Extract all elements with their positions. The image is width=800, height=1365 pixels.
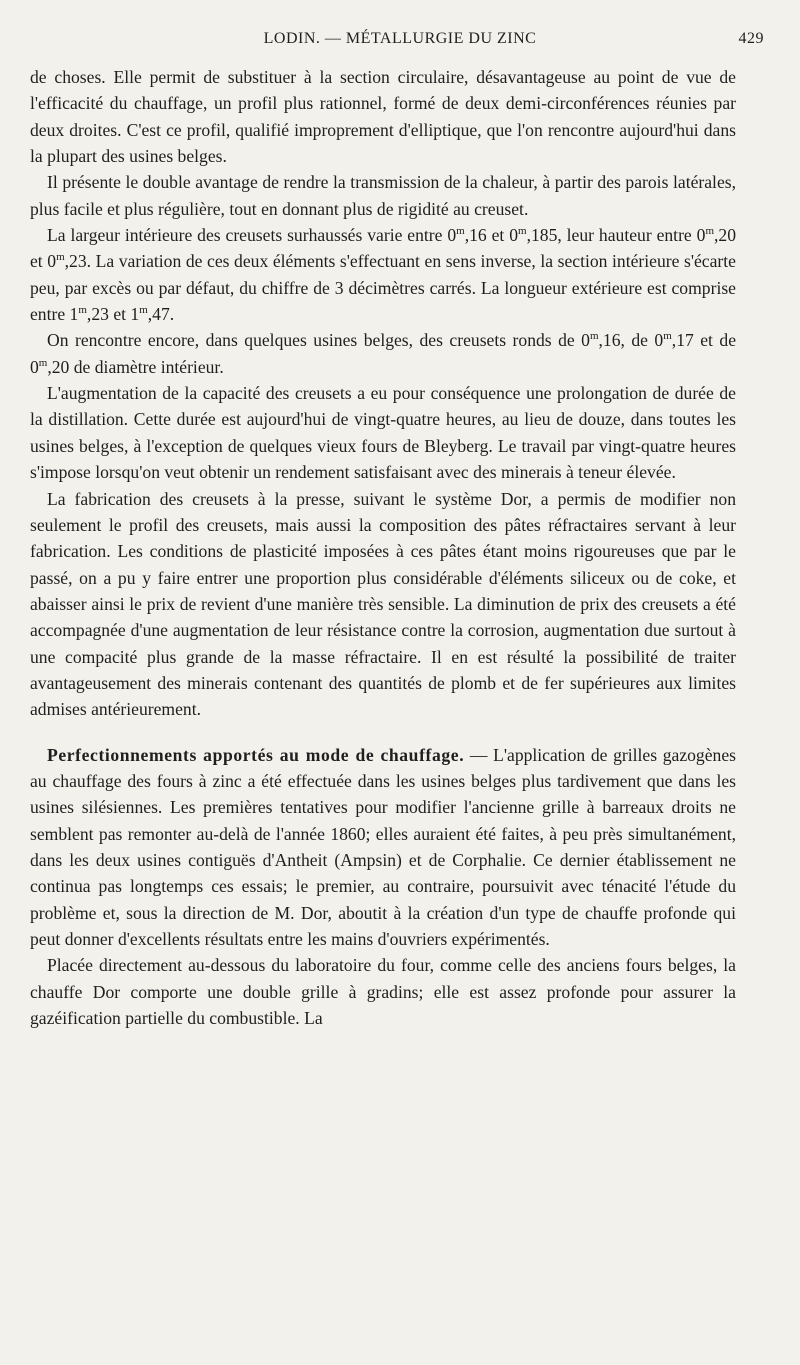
text-run: ,23 et 1	[86, 304, 140, 325]
paragraph-1: de choses. Elle permit de substituer à la section circulaire, désavantageuse au point de vue de l'efficacité du chauffage, un profil plus rationnel, formé de deux demi-circonférences réunies par deux droites. C'est ce profil, qualifié improprement d'elliptique, que l'on rencontre aujourd'hui dans la plupart des usines belges.	[30, 67, 736, 167]
text-run: ,20 et 0	[30, 225, 736, 272]
unit-sup: m	[663, 330, 672, 343]
text-run: ,16 et 0	[464, 225, 519, 246]
paragraph-5: L'augmentation de la capacité des creusets a eu pour conséquence une prolongation de durée de la distillation. Cette durée est aujourd'hui de vingt-quatre heures, au lieu de douze, dans toutes les usines belges, à l'exception de quelques vieux fours de Bleyberg. Le travail par vingt-quatre heures s'impose lorsqu'on veut obtenir un rendement satisfaisant avec des minerais à teneur élevée.	[30, 383, 736, 483]
text-run: On rencontre encore, dans quelques usines belges, des creusets ronds de 0	[47, 330, 590, 351]
section-heading: Perfectionnements apportés au mode de chauffage.	[47, 744, 465, 765]
text-run: ,20 de diamètre intérieur.	[47, 356, 224, 377]
unit-sup: m	[56, 251, 65, 264]
unit-sup: m	[705, 225, 714, 238]
text-run: ,23. La variation de ces deux éléments s'effectuant en sens inverse, la section intérieure s'écarte peu, par excès ou par défaut, du chiffre de 3 décimètres carrés. La longueur extérieure est comprise entre 1	[30, 251, 736, 325]
body-text	[30, 64, 736, 1031]
running-title: LODIN. — MÉTALLURGIE DU ZINC	[263, 30, 537, 47]
unit-sup: m	[518, 225, 527, 238]
paragraph-7	[30, 742, 736, 953]
page-number: 429	[738, 30, 764, 47]
unit-sup: m	[456, 225, 465, 238]
unit-sup: m	[38, 356, 48, 369]
paragraph-3	[30, 222, 736, 327]
unit-sup: m	[78, 304, 87, 317]
text-run: ,16, de 0	[598, 330, 664, 351]
paragraph-4	[30, 327, 736, 380]
unit-sup: m	[139, 304, 148, 317]
running-header	[0, 30, 800, 54]
text-run: La largeur intérieure des creusets surhaussés varie entre 0	[47, 225, 457, 246]
paragraph-6: La fabrication des creusets à la presse, suivant le système Dor, a permis de modifier non seulement le profil des creusets, mais aussi la composition des pâtes réfractaires servant à leur fabrication. Les conditions de plasticité imposées à ces pâtes étant moins rigoureuses que par le passé, on a pu y faire entrer une proportion plus considérable d'éléments siliceux ou de coke, et abaisser ainsi le prix de revient d'une manière très sensible. La diminution de prix des creusets a été accompagnée d'une augmentation de leur résistance contre la corrosion, augmentation due surtout à une compacité plus grande de la masse réfractaire. Il en est résulté la possibilité de traiter avantageusement des minerais contenant des quantités de plomb et de fer supérieures aux limites admises antérieurement.	[30, 488, 736, 720]
unit-sup: m	[589, 330, 599, 343]
text-run: ,47.	[147, 304, 175, 325]
text-run: ,185, leur hauteur entre 0	[526, 225, 706, 246]
text-run: — L'application de grilles gazogènes au chauffage des fours à zinc a été effectuée dans les usines belges plus tardivement que dans les usines silésiennes. Les premières tentatives pour modifier l'ancienne grille à barreaux droits ne semblent pas remonter au-delà de l'année 1860; elles auraient été faites, à peu près simultanément, dans les deux usines contiguës d'Antheit (Ampsin) et de Corphalie. Ce dernier établissement ne continua pas longtemps ces essais; le premier, au contraire, poursuivit avec ténacité l'étude du problème et, sous la direction de M. Dor, aboutit à la création d'un type de chauffe profonde qui peut donner d'excellents résultats entre les mains d'ouvriers expérimentés.	[30, 744, 736, 949]
paragraph-2: Il présente le double avantage de rendre la transmission de la chaleur, à partir des parois latérales, plus facile et plus régulière, tout en donnant plus de rigidité au creuset.	[30, 172, 736, 219]
text-run: ,17 et de 0	[30, 330, 737, 377]
paragraph-8: Placée directement au-dessous du laboratoire du four, comme celle des anciens fours belges, la chauffe Dor comporte une double grille à gradins; elle est assez profonde pour assurer la gazéification partielle du combustible. La	[30, 955, 736, 1029]
